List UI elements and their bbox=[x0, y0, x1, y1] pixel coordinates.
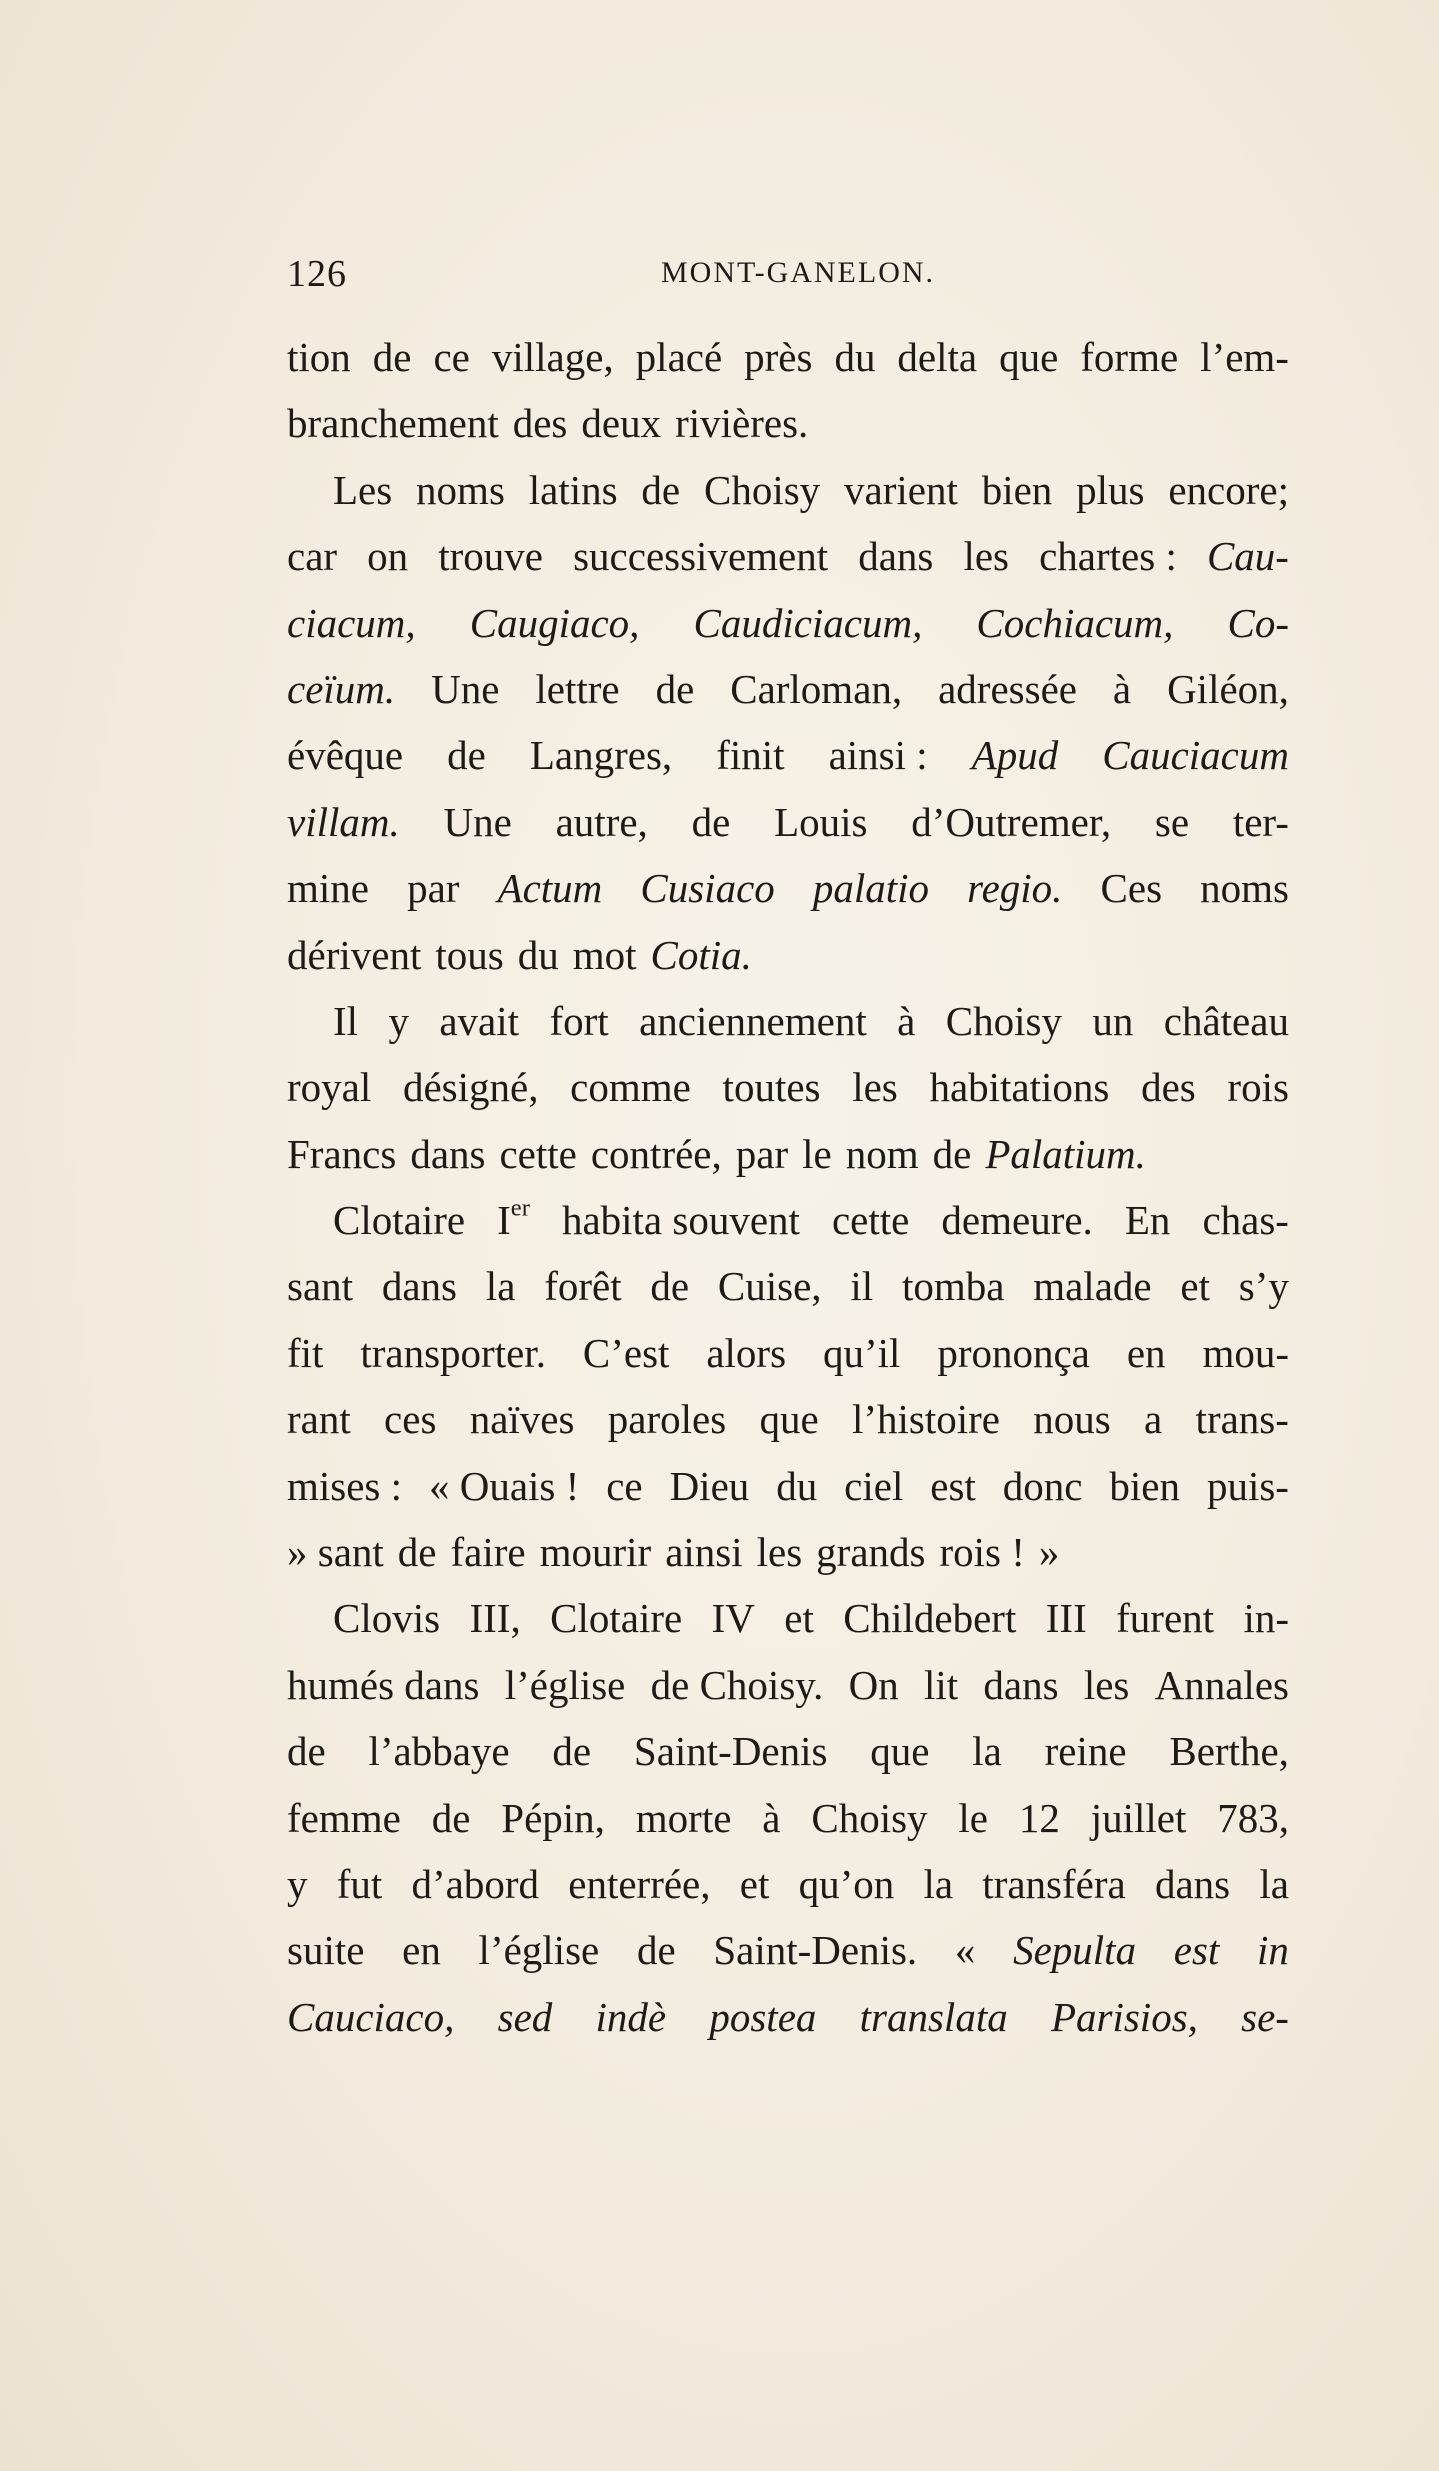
word: » bbox=[1038, 1529, 1060, 1576]
word: alors bbox=[706, 1329, 787, 1376]
text-line bbox=[287, 1453, 1289, 1519]
word: ciel bbox=[844, 1462, 904, 1509]
text-line bbox=[287, 1121, 1289, 1187]
word: de bbox=[552, 1728, 592, 1775]
word: Pépin, bbox=[501, 1794, 605, 1841]
text-line bbox=[287, 1320, 1289, 1386]
word: noms bbox=[1200, 865, 1289, 912]
word: placé bbox=[635, 334, 723, 380]
word: rivières. bbox=[675, 400, 809, 447]
word: C’est bbox=[582, 1329, 670, 1376]
word: l’abbaye bbox=[368, 1728, 510, 1775]
word: Palatium. bbox=[985, 1130, 1146, 1177]
text-line bbox=[287, 1253, 1289, 1319]
text-line bbox=[287, 988, 1289, 1054]
word: Co- bbox=[1227, 599, 1289, 646]
word: Une bbox=[431, 665, 500, 712]
word: grands bbox=[816, 1529, 926, 1576]
word: » sant bbox=[287, 1529, 384, 1576]
word: de bbox=[447, 732, 486, 779]
word: Clovis bbox=[333, 1595, 441, 1642]
text-line bbox=[287, 324, 1289, 390]
word: chas- bbox=[1202, 1197, 1289, 1244]
word: village, bbox=[491, 334, 614, 380]
text-line bbox=[287, 789, 1289, 855]
word: de Choisy. bbox=[650, 1661, 824, 1708]
word: tion bbox=[287, 334, 351, 380]
word: encore; bbox=[1168, 466, 1289, 513]
text-line bbox=[287, 1785, 1289, 1851]
word: d’abord bbox=[411, 1860, 540, 1907]
word: « Ouais ! bbox=[428, 1462, 580, 1509]
word: ainsi : bbox=[828, 732, 928, 779]
word: qu’on bbox=[798, 1860, 895, 1907]
word: cette bbox=[831, 1197, 910, 1244]
word: ainsi bbox=[665, 1529, 743, 1576]
word: et bbox=[784, 1595, 814, 1642]
word: successivement bbox=[573, 533, 829, 580]
word: de bbox=[641, 466, 681, 513]
word: sant bbox=[287, 1263, 354, 1310]
word: que bbox=[870, 1728, 930, 1775]
text-line bbox=[287, 1585, 1289, 1651]
word: femme bbox=[287, 1794, 401, 1841]
text-line bbox=[287, 1718, 1289, 1784]
text-line bbox=[287, 922, 1289, 988]
word: Caugiaco, bbox=[469, 599, 640, 646]
word: s’y bbox=[1238, 1263, 1289, 1310]
word: puis- bbox=[1206, 1462, 1289, 1509]
word: plus bbox=[1076, 466, 1145, 513]
word: reine bbox=[1044, 1728, 1127, 1775]
word: les bbox=[756, 1529, 803, 1576]
word: chartes : bbox=[1039, 533, 1177, 580]
word: il bbox=[850, 1263, 874, 1310]
word: des bbox=[512, 400, 568, 447]
word: château bbox=[1163, 997, 1289, 1044]
word: des bbox=[1141, 1064, 1196, 1111]
word: en bbox=[1126, 1329, 1166, 1376]
word: la bbox=[1259, 1860, 1289, 1907]
word: En bbox=[1124, 1197, 1171, 1244]
word: regio. bbox=[967, 865, 1063, 912]
word: est bbox=[930, 1462, 976, 1509]
word: Cusiaco bbox=[640, 865, 775, 912]
word: On bbox=[848, 1661, 899, 1708]
word: in bbox=[1257, 1927, 1289, 1974]
word: delta bbox=[897, 334, 978, 380]
word: Berthe, bbox=[1169, 1728, 1289, 1775]
word: à bbox=[1112, 665, 1132, 712]
word: branchement bbox=[287, 400, 499, 447]
word: de bbox=[372, 334, 412, 380]
word: transporter. bbox=[360, 1329, 546, 1376]
text-line bbox=[287, 1652, 1289, 1718]
word: Childebert bbox=[843, 1595, 1017, 1642]
word: Caudiciacum, bbox=[693, 599, 923, 646]
word: ce bbox=[606, 1462, 643, 1509]
word: habitations bbox=[929, 1064, 1110, 1111]
word: adressée bbox=[938, 665, 1077, 712]
word: bien bbox=[981, 466, 1053, 513]
word: mot bbox=[572, 931, 637, 978]
word: de bbox=[287, 1728, 326, 1775]
word: enterrée, bbox=[568, 1860, 711, 1907]
word: mises : bbox=[287, 1462, 403, 1509]
word: toutes bbox=[722, 1064, 821, 1111]
word: désigné, bbox=[402, 1064, 539, 1111]
word: de bbox=[691, 798, 731, 845]
word: royal bbox=[287, 1064, 372, 1111]
word: ceïum. bbox=[287, 665, 396, 712]
word: indè bbox=[595, 1993, 667, 2040]
word: Saint-Denis bbox=[633, 1728, 828, 1775]
word: mine bbox=[287, 865, 369, 912]
word: autre, bbox=[555, 798, 648, 845]
word: Langres, bbox=[529, 732, 673, 779]
word: noms bbox=[416, 466, 505, 513]
word: Cau- bbox=[1206, 533, 1289, 580]
word: furent bbox=[1116, 1595, 1215, 1642]
word: a bbox=[1144, 1396, 1163, 1443]
word: Giléon, bbox=[1167, 665, 1289, 712]
word: Actum bbox=[497, 865, 603, 912]
word: rois ! bbox=[939, 1529, 1025, 1576]
word: Choisy bbox=[811, 1794, 928, 1841]
word: avait bbox=[439, 997, 520, 1044]
word: ce bbox=[433, 334, 470, 380]
word: dans bbox=[410, 1130, 486, 1177]
word: Clotaire bbox=[550, 1595, 683, 1642]
word: de bbox=[397, 1529, 437, 1576]
word: III bbox=[1045, 1595, 1087, 1642]
word: bien bbox=[1109, 1462, 1180, 1509]
word: se bbox=[1154, 798, 1190, 845]
word: la bbox=[972, 1728, 1002, 1775]
word: à bbox=[897, 997, 916, 1044]
word: par bbox=[407, 865, 460, 912]
word: du bbox=[517, 931, 559, 978]
word: 783, bbox=[1217, 1794, 1289, 1841]
word: à bbox=[762, 1794, 781, 1841]
word: sed bbox=[497, 1993, 553, 2040]
running-title: MONT-GANELON. bbox=[661, 256, 936, 289]
word: 12 bbox=[1018, 1794, 1060, 1841]
word: « bbox=[954, 1927, 976, 1974]
text-line bbox=[287, 1519, 1289, 1585]
text-line bbox=[287, 1187, 1289, 1253]
word: qu’il bbox=[822, 1329, 901, 1376]
word: et bbox=[1180, 1263, 1210, 1310]
word: lettre bbox=[535, 665, 620, 712]
word: villam. bbox=[287, 798, 400, 845]
word: se- bbox=[1241, 1993, 1289, 2040]
word: naïves bbox=[469, 1396, 575, 1443]
word: mourir bbox=[539, 1529, 652, 1576]
word: de bbox=[932, 1130, 972, 1177]
word: un bbox=[1092, 997, 1134, 1044]
word: tomba bbox=[901, 1263, 1005, 1310]
word: de bbox=[431, 1794, 471, 1841]
word: lit bbox=[923, 1661, 959, 1708]
word: donc bbox=[1002, 1462, 1083, 1509]
word: est bbox=[1173, 1927, 1220, 1974]
word: Ier bbox=[497, 1194, 530, 1244]
word: forme bbox=[1080, 334, 1179, 380]
word: transféra bbox=[982, 1860, 1126, 1907]
word: IV bbox=[711, 1595, 755, 1642]
word: deux bbox=[581, 400, 662, 447]
word: Les bbox=[333, 466, 393, 513]
word: Cauciacum bbox=[1102, 732, 1289, 779]
word: y bbox=[388, 997, 409, 1044]
word: dans bbox=[1154, 1860, 1231, 1907]
word: anciennement bbox=[639, 997, 867, 1044]
word: latins bbox=[528, 466, 618, 513]
word: cette bbox=[499, 1130, 577, 1177]
word: forêt bbox=[544, 1263, 622, 1310]
word: juillet bbox=[1090, 1794, 1187, 1841]
word: finit bbox=[716, 732, 785, 779]
word: dans bbox=[381, 1263, 457, 1310]
text-line bbox=[287, 590, 1289, 656]
text-line bbox=[287, 457, 1289, 523]
word: rant bbox=[287, 1396, 351, 1443]
word: III, bbox=[469, 1595, 521, 1642]
word: rois bbox=[1227, 1064, 1289, 1111]
word: l’église bbox=[504, 1661, 626, 1708]
word: Annales bbox=[1154, 1661, 1289, 1708]
text-line bbox=[287, 390, 1289, 456]
word: postea bbox=[709, 1993, 817, 2040]
text-line bbox=[287, 1984, 1289, 2050]
text-line bbox=[287, 722, 1289, 788]
page-number: 126 bbox=[287, 253, 347, 295]
word: les bbox=[852, 1064, 898, 1111]
text-line bbox=[287, 1917, 1289, 1983]
word: paroles bbox=[607, 1396, 727, 1443]
word: fut bbox=[336, 1860, 383, 1907]
word: trouve bbox=[438, 533, 543, 580]
word: Parisios, bbox=[1050, 1993, 1198, 2040]
word: le bbox=[802, 1130, 832, 1177]
word: Sepulta bbox=[1013, 1927, 1137, 1974]
word: de bbox=[655, 665, 695, 712]
word: morte bbox=[635, 1794, 732, 1841]
word: du bbox=[834, 334, 876, 380]
word: demeure. bbox=[941, 1197, 1093, 1244]
word: Ces bbox=[1100, 865, 1163, 912]
text-line bbox=[287, 1386, 1289, 1452]
word: et bbox=[739, 1860, 770, 1907]
word: nom bbox=[845, 1130, 919, 1177]
word: ces bbox=[384, 1396, 437, 1443]
word: Apud bbox=[971, 732, 1059, 779]
word: faire bbox=[450, 1529, 526, 1576]
word: Dieu bbox=[669, 1462, 750, 1509]
word: contrée, bbox=[590, 1130, 722, 1177]
word: les bbox=[1083, 1661, 1130, 1708]
word: en bbox=[402, 1927, 441, 1974]
text-line bbox=[287, 1054, 1289, 1120]
word: in- bbox=[1243, 1595, 1289, 1642]
word: l’histoire bbox=[851, 1396, 1000, 1443]
word: Choisy bbox=[945, 997, 1062, 1044]
word: le bbox=[958, 1794, 988, 1841]
word: que bbox=[759, 1396, 819, 1443]
word: fort bbox=[549, 997, 609, 1044]
word: Cochiacum, bbox=[976, 599, 1174, 646]
word: près bbox=[744, 334, 813, 380]
word: tous bbox=[435, 931, 504, 978]
word: Choisy bbox=[703, 466, 821, 513]
word: Francs bbox=[287, 1130, 397, 1177]
word: dans bbox=[983, 1661, 1059, 1708]
text-line bbox=[287, 656, 1289, 722]
word: Une bbox=[443, 798, 512, 845]
word: du bbox=[776, 1462, 818, 1509]
word: Saint-Denis. bbox=[713, 1927, 918, 1974]
word: nous bbox=[1033, 1396, 1111, 1443]
word: varient bbox=[844, 466, 958, 513]
word: les bbox=[963, 533, 1010, 580]
word: car bbox=[287, 533, 338, 580]
word: fit bbox=[287, 1329, 324, 1376]
word: trans- bbox=[1195, 1396, 1289, 1443]
page-header bbox=[287, 252, 1287, 302]
word: humés dans bbox=[287, 1661, 480, 1708]
word: ciacum, bbox=[287, 599, 416, 646]
word: malade bbox=[1033, 1263, 1152, 1310]
text-line bbox=[287, 1851, 1289, 1917]
word: de bbox=[636, 1927, 676, 1974]
word: y bbox=[287, 1860, 308, 1907]
word: translata bbox=[859, 1993, 1008, 2040]
word: comme bbox=[570, 1064, 691, 1111]
word: Clotaire bbox=[333, 1197, 466, 1244]
text-line bbox=[287, 855, 1289, 921]
word: l’em- bbox=[1200, 334, 1289, 380]
word: Carloman, bbox=[730, 665, 903, 712]
word: la bbox=[923, 1860, 954, 1907]
word: de bbox=[650, 1263, 690, 1310]
word: que bbox=[999, 334, 1059, 380]
word: prononça bbox=[937, 1329, 1090, 1376]
word: dérivent bbox=[287, 931, 422, 978]
body-text bbox=[287, 324, 1289, 2050]
word: Cuise, bbox=[717, 1263, 822, 1310]
word: dans bbox=[858, 533, 934, 580]
word: l’église bbox=[478, 1927, 600, 1974]
text-line bbox=[287, 523, 1289, 589]
word: par bbox=[735, 1130, 789, 1177]
word: Il bbox=[333, 997, 359, 1044]
word: habita souvent bbox=[561, 1197, 800, 1244]
word: palatio bbox=[812, 865, 930, 912]
word: Cotia. bbox=[650, 931, 752, 978]
word: d’Outremer, bbox=[911, 798, 1112, 845]
word: on bbox=[367, 533, 409, 580]
word: ter- bbox=[1232, 798, 1289, 845]
word: la bbox=[485, 1263, 516, 1310]
word: mou- bbox=[1202, 1329, 1289, 1376]
word: évêque bbox=[287, 732, 404, 779]
word: Cauciaco, bbox=[287, 1993, 455, 2040]
word: suite bbox=[287, 1927, 365, 1974]
word: Louis bbox=[774, 798, 868, 845]
